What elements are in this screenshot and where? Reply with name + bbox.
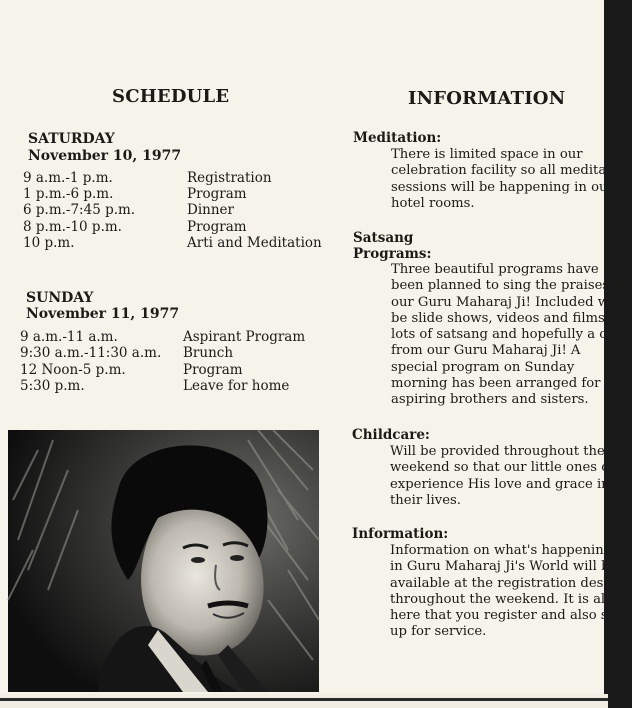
sunday-event-2: Brunch	[183, 345, 234, 361]
satsang-programs-title: Satsang Programs:	[353, 230, 432, 262]
saturday-day-name: SATURDAY	[28, 131, 115, 147]
portrait-photo	[8, 430, 319, 692]
sunday-time-3: 12 Noon-5 p.m.	[20, 362, 126, 378]
saturday-time-3: 6 p.m.-7:45 p.m.	[23, 202, 136, 218]
saturday-time-4: 8 p.m.-10 p.m.	[23, 219, 122, 235]
saturday-time-2: 1 p.m.-6 p.m.	[23, 186, 114, 202]
page-bottom-edge	[0, 694, 608, 708]
sunday-time-1: 9 a.m.-11 a.m.	[20, 329, 118, 345]
sunday-event-3: Program	[183, 362, 243, 378]
information-section-body: Information on what's happening in Guru Maharaj Ji's World will be available at the registration desk throughout the weekend. It is also here that you register and also sign up for service.	[390, 543, 629, 640]
childcare-title: Childcare:	[352, 427, 430, 443]
schedule-heading: SCHEDULE	[112, 86, 230, 107]
saturday-event-4: Program	[187, 219, 247, 235]
portrait-photo-image	[8, 430, 319, 692]
saturday-time-5: 10 p.m.	[23, 235, 75, 251]
childcare-body: Will be provided throughout the weekend so that our little ones can experience His love and grace in their lives.	[390, 444, 625, 508]
sunday-day-name: SUNDAY	[26, 290, 94, 306]
saturday-event-2: Program	[187, 186, 247, 202]
saturday-event-3: Dinner	[187, 202, 234, 218]
saturday-time-1: 9 a.m.-1 p.m.	[23, 170, 113, 186]
sunday-event-1: Aspirant Program	[183, 329, 306, 345]
sunday-date: November 11, 1977	[26, 306, 180, 322]
satsang-programs-body: Three beautiful programs have been planned to sing the praises of our Guru Maharaj Ji! Included will be slide shows, videos and films, lots of satsang and hopefully a call from our Guru Maharaj Ji! A special program on Sunday morning has been arranged for our aspiring brothers and sisters.	[391, 262, 628, 408]
sunday-time-4: 5:30 p.m.	[20, 378, 85, 394]
meditation-title: Meditation:	[353, 130, 442, 146]
sunday-time-2: 9:30 a.m.-11:30 a.m.	[20, 345, 162, 361]
information-section-title: Information:	[352, 526, 449, 542]
sunday-event-4: Leave for home	[183, 378, 290, 394]
saturday-event-5: Arti and Meditation	[187, 235, 322, 251]
saturday-event-1: Registration	[187, 170, 272, 186]
saturday-date: November 10, 1977	[28, 148, 182, 164]
meditation-body: There is limited space in our celebration facility so all meditation sessions will be happening in our hotel rooms.	[391, 147, 632, 211]
information-heading: INFORMATION	[408, 88, 566, 109]
